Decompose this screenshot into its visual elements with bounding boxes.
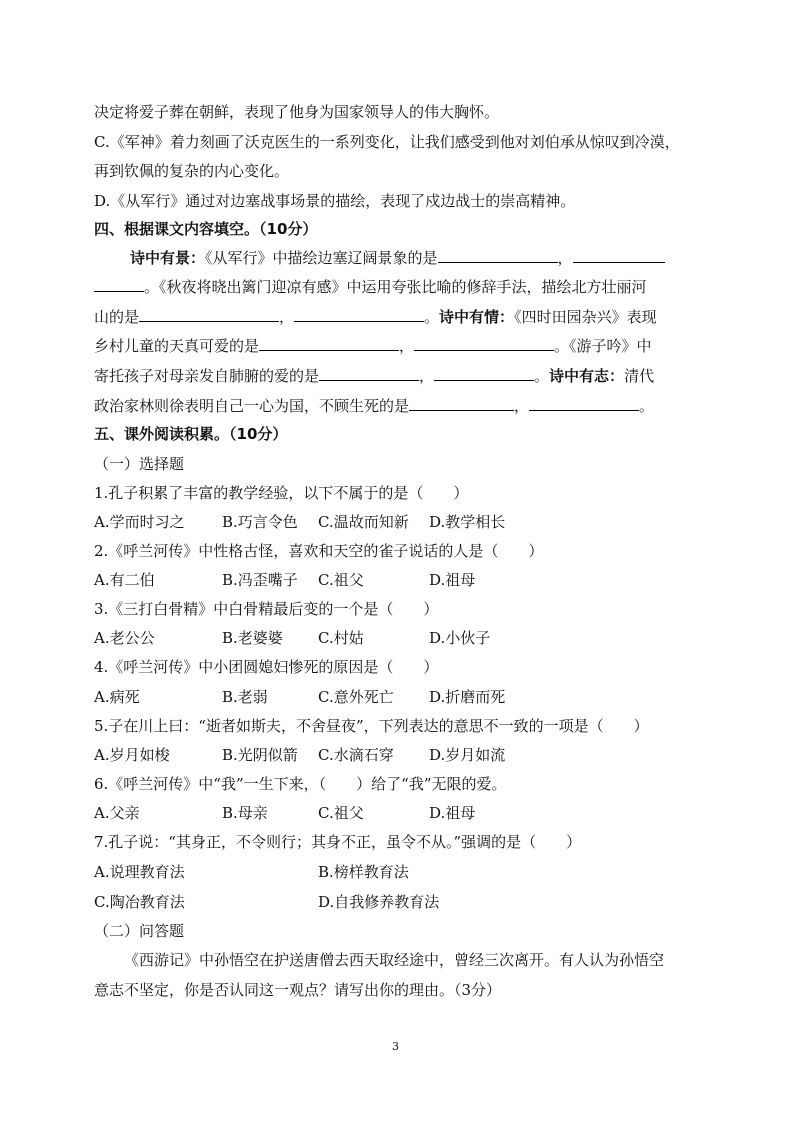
option-b[interactable]: B.巧言令色: [222, 513, 298, 531]
answer-blank[interactable]: [409, 394, 514, 411]
label-poem-emotion: 诗中有情：: [439, 308, 515, 326]
text: 。《秋夜将晓出篱门迎凉有感》中运用夸张比喻的修辞手法，描绘北方壮丽河: [144, 278, 647, 296]
section-4-title: 四、根据课文内容填空。（10分）: [94, 220, 318, 238]
answer-blank[interactable]: [529, 394, 639, 411]
option-c-line1: C.《军神》着力刻画了沃克医生的一系列变化，让我们感受到他对刘伯承从惊叹到冷漠，: [94, 133, 680, 151]
option-d[interactable]: D.自我修养教育法: [318, 893, 440, 911]
text: 寄托孩子对母亲发自肺腑的爱的是: [94, 367, 320, 385]
text: 乡村儿童的天真可爱的是: [94, 337, 260, 355]
option-c[interactable]: C.意外死亡: [318, 688, 394, 706]
section-5-title: 五、课外阅读积累。（10分）: [94, 425, 288, 443]
answer-blank[interactable]: [573, 246, 665, 263]
question-2: 2.《呼兰河传》中性格古怪，喜欢和天空的雀子说话的人是（ ）: [94, 542, 544, 560]
text: 。《游子吟》中: [554, 337, 652, 355]
text: 。: [424, 308, 440, 326]
qa-question-line2: 意志不坚定，你是否认同这一观点？请写出你的理由。（3分）: [94, 981, 502, 999]
option-d[interactable]: D.小伙子: [429, 629, 491, 647]
option-c[interactable]: C.祖父: [318, 571, 364, 589]
text: 。: [639, 397, 655, 415]
answer-blank[interactable]: [259, 334, 399, 351]
option-b[interactable]: B.冯歪嘴子: [222, 571, 298, 589]
option-b[interactable]: B.老弱: [222, 688, 268, 706]
option-c[interactable]: C.村姑: [318, 629, 364, 647]
subsection-qa: （二）问答题: [94, 922, 185, 940]
option-c[interactable]: C.水滴石穿: [318, 746, 394, 764]
answer-blank[interactable]: [294, 305, 424, 322]
option-b[interactable]: B.光阴似箭: [222, 746, 298, 764]
page-number: 3: [392, 1040, 399, 1053]
text: 山的是: [94, 308, 140, 326]
option-a[interactable]: A.病死: [94, 688, 140, 706]
question-5: 5.子在川上曰：“逝者如斯夫，不舍昼夜”，下列表达的意思不一致的一项是（ ）: [94, 717, 649, 735]
answer-blank[interactable]: [139, 305, 279, 322]
option-a[interactable]: A.说理教育法: [94, 863, 185, 881]
option-c[interactable]: C.温故而知新: [318, 513, 409, 531]
question-1: 1.孔子积累了丰富的教学经验，以下不属于的是（ ）: [94, 484, 469, 502]
fill-line-3: [94, 305, 657, 328]
question-6: 6.《呼兰河传》中“我”一生下来，（ ）给了“我”无限的爱。: [94, 775, 507, 793]
text: ，: [557, 249, 573, 267]
text: ，: [419, 367, 435, 385]
option-d[interactable]: D.祖母: [429, 571, 476, 589]
text: ，: [514, 397, 530, 415]
option-d: D.《从军行》通过对边塞战事场景的描绘，表现了戍边战士的崇高精神。: [94, 192, 576, 210]
option-a[interactable]: A.有二伯: [94, 571, 155, 589]
option-a[interactable]: A.老公公: [94, 629, 155, 647]
label-poem-ambition: 诗中有志：: [549, 367, 625, 385]
text: ，: [279, 308, 295, 326]
fill-line-6: [94, 394, 654, 417]
option-b[interactable]: B.母亲: [222, 804, 268, 822]
fill-line-5: [94, 364, 654, 387]
text: 清代: [624, 367, 655, 385]
text: 《从军行》中描绘边塞辽阔景象的是: [205, 249, 438, 267]
subsection-choice: （一）选择题: [94, 455, 185, 473]
text-line: 决定将爱子葬在朝鲜，表现了他身为国家领导人的伟大胸怀。: [94, 103, 500, 121]
answer-blank[interactable]: [414, 334, 554, 351]
option-c[interactable]: C.陶冶教育法: [94, 893, 185, 911]
label-poem-scenery: 诗中有景：: [130, 249, 206, 267]
qa-question-line1: 《西游记》中孙悟空在护送唐僧去西天取经途中，曾经三次离开。有人认为孙悟空: [124, 951, 665, 969]
answer-blank[interactable]: [438, 246, 558, 263]
option-a[interactable]: A.父亲: [94, 804, 140, 822]
option-b[interactable]: B.老婆婆: [222, 629, 283, 647]
text: 《四时田园杂兴》表现: [514, 308, 657, 326]
answer-blank[interactable]: [434, 364, 534, 381]
text: 。: [534, 367, 550, 385]
option-b[interactable]: B.榜样教育法: [318, 863, 409, 881]
fill-line-2: [94, 275, 647, 298]
answer-blank[interactable]: [94, 275, 144, 292]
option-a[interactable]: A.学而时习之: [94, 513, 185, 531]
option-d[interactable]: D.祖母: [429, 804, 476, 822]
question-4: 4.《呼兰河传》中小团圆媳妇惨死的原因是（ ）: [94, 658, 439, 676]
text: 政治家林则徐表明自己一心为国，不顾生死的是: [94, 397, 410, 415]
fill-line-4: [94, 334, 652, 357]
answer-blank[interactable]: [319, 364, 419, 381]
question-3: 3.《三打白骨精》中白骨精最后变的一个是（ ）: [94, 600, 439, 618]
option-d[interactable]: D.岁月如流: [429, 746, 506, 764]
option-d[interactable]: D.教学相长: [429, 513, 506, 531]
fill-line-1: [130, 246, 665, 269]
question-7: 7.孔子说：“其身正，不令则行；其身不正，虽令不从。”强调的是（ ）: [94, 833, 582, 851]
option-c[interactable]: C.祖父: [318, 804, 364, 822]
option-d[interactable]: D.折磨而死: [429, 688, 506, 706]
option-a[interactable]: A.岁月如梭: [94, 746, 170, 764]
text: ，: [399, 337, 415, 355]
option-c-line2: 再到钦佩的复杂的内心变化。: [94, 162, 290, 180]
